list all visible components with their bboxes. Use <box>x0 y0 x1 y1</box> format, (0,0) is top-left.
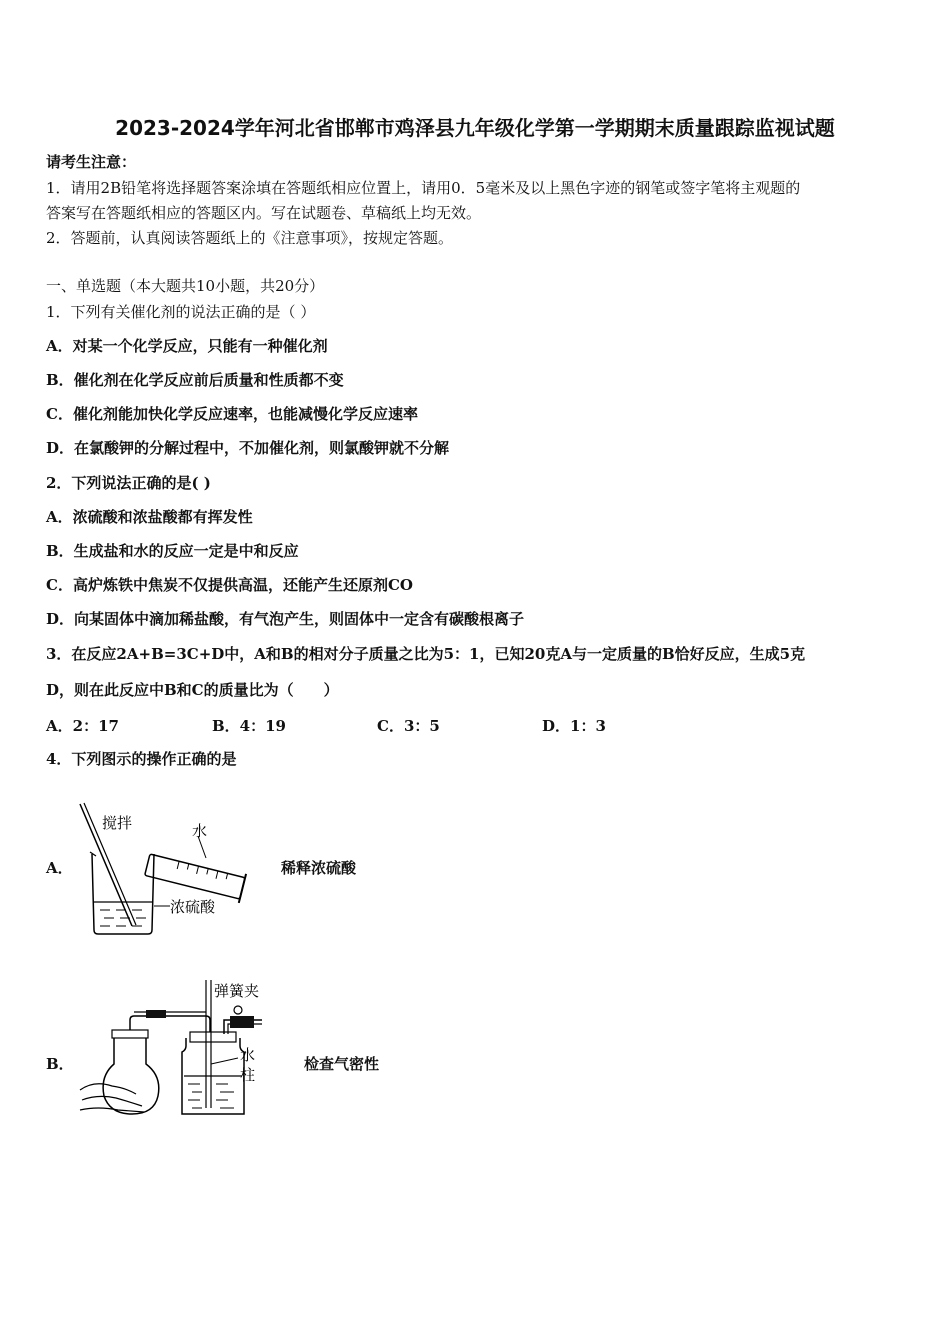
option-b-label: B． <box>46 1055 74 1073</box>
option-c: C．催化剂能加快化学反应速率，也能减慢化学反应速率 <box>46 405 418 423</box>
option-c: C．高炉炼铁中焦炭不仅提供高温，还能产生还原剂CO <box>46 576 413 594</box>
notice-line: 2．答题前，认真阅读答题纸上的《注意事项》，按规定答题。 <box>46 229 454 247</box>
question-stem: 4．下列图示的操作正确的是 <box>46 750 237 768</box>
airtightness-figure <box>74 972 274 1122</box>
option-a: A．2：17 <box>46 717 119 735</box>
question-stem: D，则在此反应中B和C的质量比为（ ） <box>46 681 339 699</box>
option-b: B．4：19 <box>212 717 286 735</box>
option-a: A．对某一个化学反应，只能有一种催化剂 <box>46 337 328 355</box>
question-stem: 1．下列有关催化剂的说法正确的是（ ） <box>46 303 316 321</box>
water-column-label: 柱 <box>240 1066 256 1084</box>
notice-line: 答案写在答题纸相应的答题区内。写在试题卷、草稿纸上均无效。 <box>46 204 482 222</box>
stir-label: 搅拌 <box>102 814 133 832</box>
water-column-label: 水 <box>240 1046 256 1064</box>
option-c: C．3：5 <box>377 717 440 735</box>
option-d: D．在氯酸钾的分解过程中，不加催化剂，则氯酸钾就不分解 <box>46 439 450 457</box>
acid-label: 浓硫酸 <box>170 898 216 916</box>
notice-heading: 请考生注意： <box>46 153 137 171</box>
option-a-label: A． <box>46 859 73 877</box>
option-b-caption: 检查气密性 <box>304 1055 380 1073</box>
option-b: B．催化剂在化学反应前后质量和性质都不变 <box>46 371 344 389</box>
question-stem: 2．下列说法正确的是( ) <box>46 474 211 492</box>
dilute-acid-figure <box>74 798 264 938</box>
clip-label: 弹簧夹 <box>214 982 260 1000</box>
question-stem: 3．在反应2A+B=3C+D中，A和B的相对分子质量之比为5：1，已知20克A与一定质量的B恰好反应，生成5克 <box>46 645 806 663</box>
section-heading: 一、单选题（本大题共10小题，共20分） <box>46 277 325 295</box>
option-d: D．1：3 <box>542 717 606 735</box>
option-a: A．浓硫酸和浓盐酸都有挥发性 <box>46 508 253 526</box>
notice-line: 1．请用2B铅笔将选择题答案涂填在答题纸相应位置上，请用0．5毫米及以上黑色字迹的钢笔或签字笔将主观题的 <box>46 179 801 197</box>
page-title: 2023-2024学年河北省邯郸市鸡泽县九年级化学第一学期期末质量跟踪监视试题 <box>115 116 835 140</box>
water-label: 水 <box>192 822 208 840</box>
option-d: D．向某固体中滴加稀盐酸，有气泡产生，则固体中一定含有碳酸根离子 <box>46 610 525 628</box>
option-b: B．生成盐和水的反应一定是中和反应 <box>46 542 299 560</box>
option-a-caption: 稀释浓硫酸 <box>281 859 357 877</box>
